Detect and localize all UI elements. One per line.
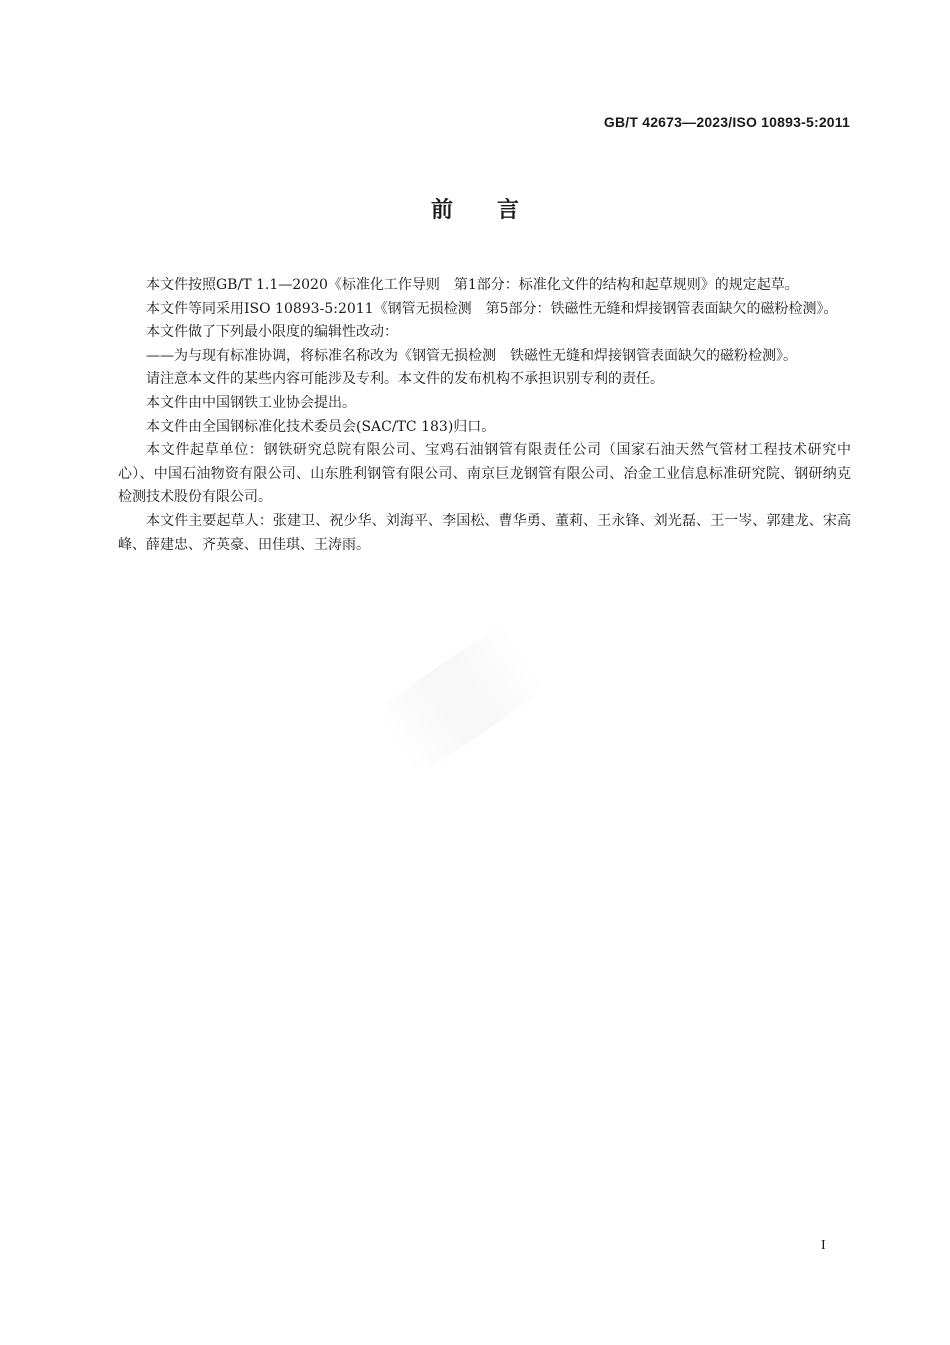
paragraph-equivalence: 本文件等同采用ISO 10893-5:2011《钢管无损检测 第5部分：铁磁性无缝和焊接钢管表面缺欠的磁粉检测》。 (146, 300, 838, 317)
page-title: 前言 (430, 198, 563, 223)
paragraph-administrator: 本文件由全国钢标准化技术委员会(SAC/TC 183)归口。 (146, 418, 496, 435)
paragraph-drafting-rules: 本文件按照GB/T 1.1—2020《标准化工作导则 第1部分：标准化文件的结构和起草规则》的规定起草。 (146, 277, 799, 293)
watermark (372, 621, 549, 778)
foreword-body (118, 274, 851, 557)
paragraph-proposer: 本文件由中国钢铁工业协会提出。 (146, 394, 356, 411)
paragraph-drafting-units: 本文件起草单位：钢铁研究总院有限公司、宝鸡石油钢管有限责任公司（国家石油天然气管材工程技术研究中心）、中国石油物资有限公司、山东胜利钢管有限公司、南京巨龙钢管有限公司、冶金工业信息标准研究院、钢研纳克检测技术股份有限公司。 (118, 442, 851, 506)
standard-code: GB/T 42673—2023/ISO 10893-5:2011 (603, 114, 850, 130)
page-number: I (821, 1238, 826, 1253)
paragraph-patent-notice: 请注意本文件的某些内容可能涉及专利。本文件的发布机构不承担识别专利的责任。 (146, 371, 664, 388)
paragraph-editorial-changes: 本文件做了下列最小限度的编辑性改动： (146, 324, 398, 341)
list-item-name-change: ——为与现有标准协调，将标准名称改为《钢管无损检测 铁磁性无缝和焊接钢管表面缺欠的磁粉检测》。 (146, 347, 797, 364)
paragraph-drafters: 本文件主要起草人：张建卫、祝少华、刘海平、李国松、曹华勇、董莉、王永锋、刘光磊、王一岑、郭建龙、宋高峰、薛建忠、齐英豪、田佳琪、王涛雨。 (118, 512, 851, 553)
